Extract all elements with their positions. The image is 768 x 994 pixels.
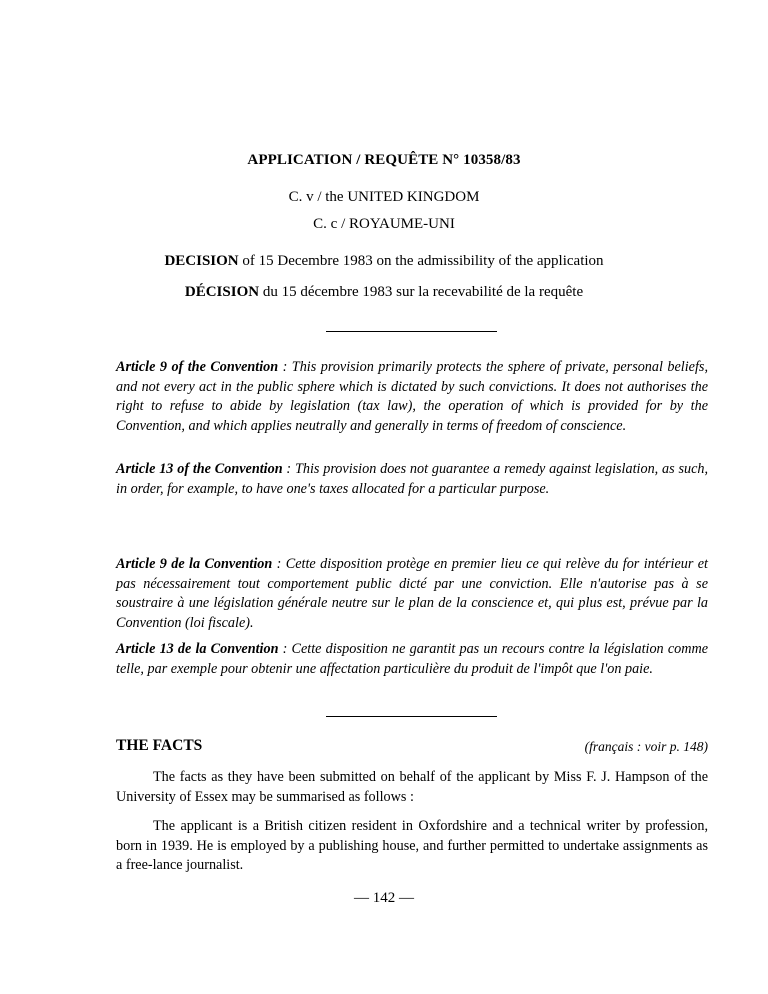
summary-text: : This provision does not guarantee a remedy against legislation, as such, in order, for example, to have one's taxes allocated for a particular purpose. [116,461,709,497]
summary-text: : Cette disposition protège en premier lieu ce qui relève du for intérieur et pas nécessairement tout comportement public dicté par une conviction. Elle n'autorise pas à se soustraire à une législation générale neutre sur le plan de la conscience et, qui plus est, prévue par la Convention (loi fiscale). [116,556,708,631]
facts-paragraph: The facts as they have been submitted on behalf of the applicant by Miss F. J. Hampson of the University of Essex may be summarised as follows : [116,769,708,805]
summary-article-9-en [116,358,708,436]
summary-text: : Cette disposition ne garantit pas un recours contre la législation comme telle, par exemple pour obtenir une affectation particulière du produit de l'impôt que l'on paie. [116,641,708,677]
summary-article-13-fr [116,640,708,679]
decision-lead: DECISION [164,253,239,269]
decision-line-english [0,253,768,270]
separator-rule [326,331,497,332]
decision-lead: DÉCISION [184,284,260,300]
facts-paragraph: The applicant is a British citizen resident in Oxfordshire and a technical writer by profession, born in 1939. He is employed by a publishing house, and further permitted to undertake assignments as a free-lance journalist. [116,818,708,874]
summary-article-13-en [116,460,708,499]
french-cross-reference: (français : voir p. 148) [584,739,708,754]
summary-text: : This provision primarily protects the sphere of private, personal beliefs, and not every act in the public sphere which is dictated by such convictions. It does not authorises the right to refuse to abide by legislation (tax law), the operation of which is provided for by the Convention, and which applies neutrally and generally in terms of freedom of conscience. [116,359,708,434]
summary-article-9-fr [116,555,708,633]
document-title: APPLICATION / REQUÊTE N° 10358/83 [247,152,521,168]
section-heading-facts: THE FACTS [116,737,203,754]
summary-lead: Article 13 of the Convention [116,461,283,477]
parties-french: C. c / ROYAUME-UNI [313,216,455,232]
decision-line-french [0,284,768,301]
decision-text: du 15 décembre 1983 sur la recevabilité de la requête [259,284,584,300]
decision-text: of 15 Decembre 1983 on the admissibility of the application [238,253,604,269]
separator-rule [326,716,497,717]
summary-lead: Article 9 of the Convention [116,359,279,375]
page-number: — 142 — [354,890,414,906]
parties-english: C. v / the UNITED KINGDOM [288,189,480,205]
summary-lead: Article 9 de la Convention [116,556,273,572]
summary-lead: Article 13 de la Convention [116,641,279,657]
